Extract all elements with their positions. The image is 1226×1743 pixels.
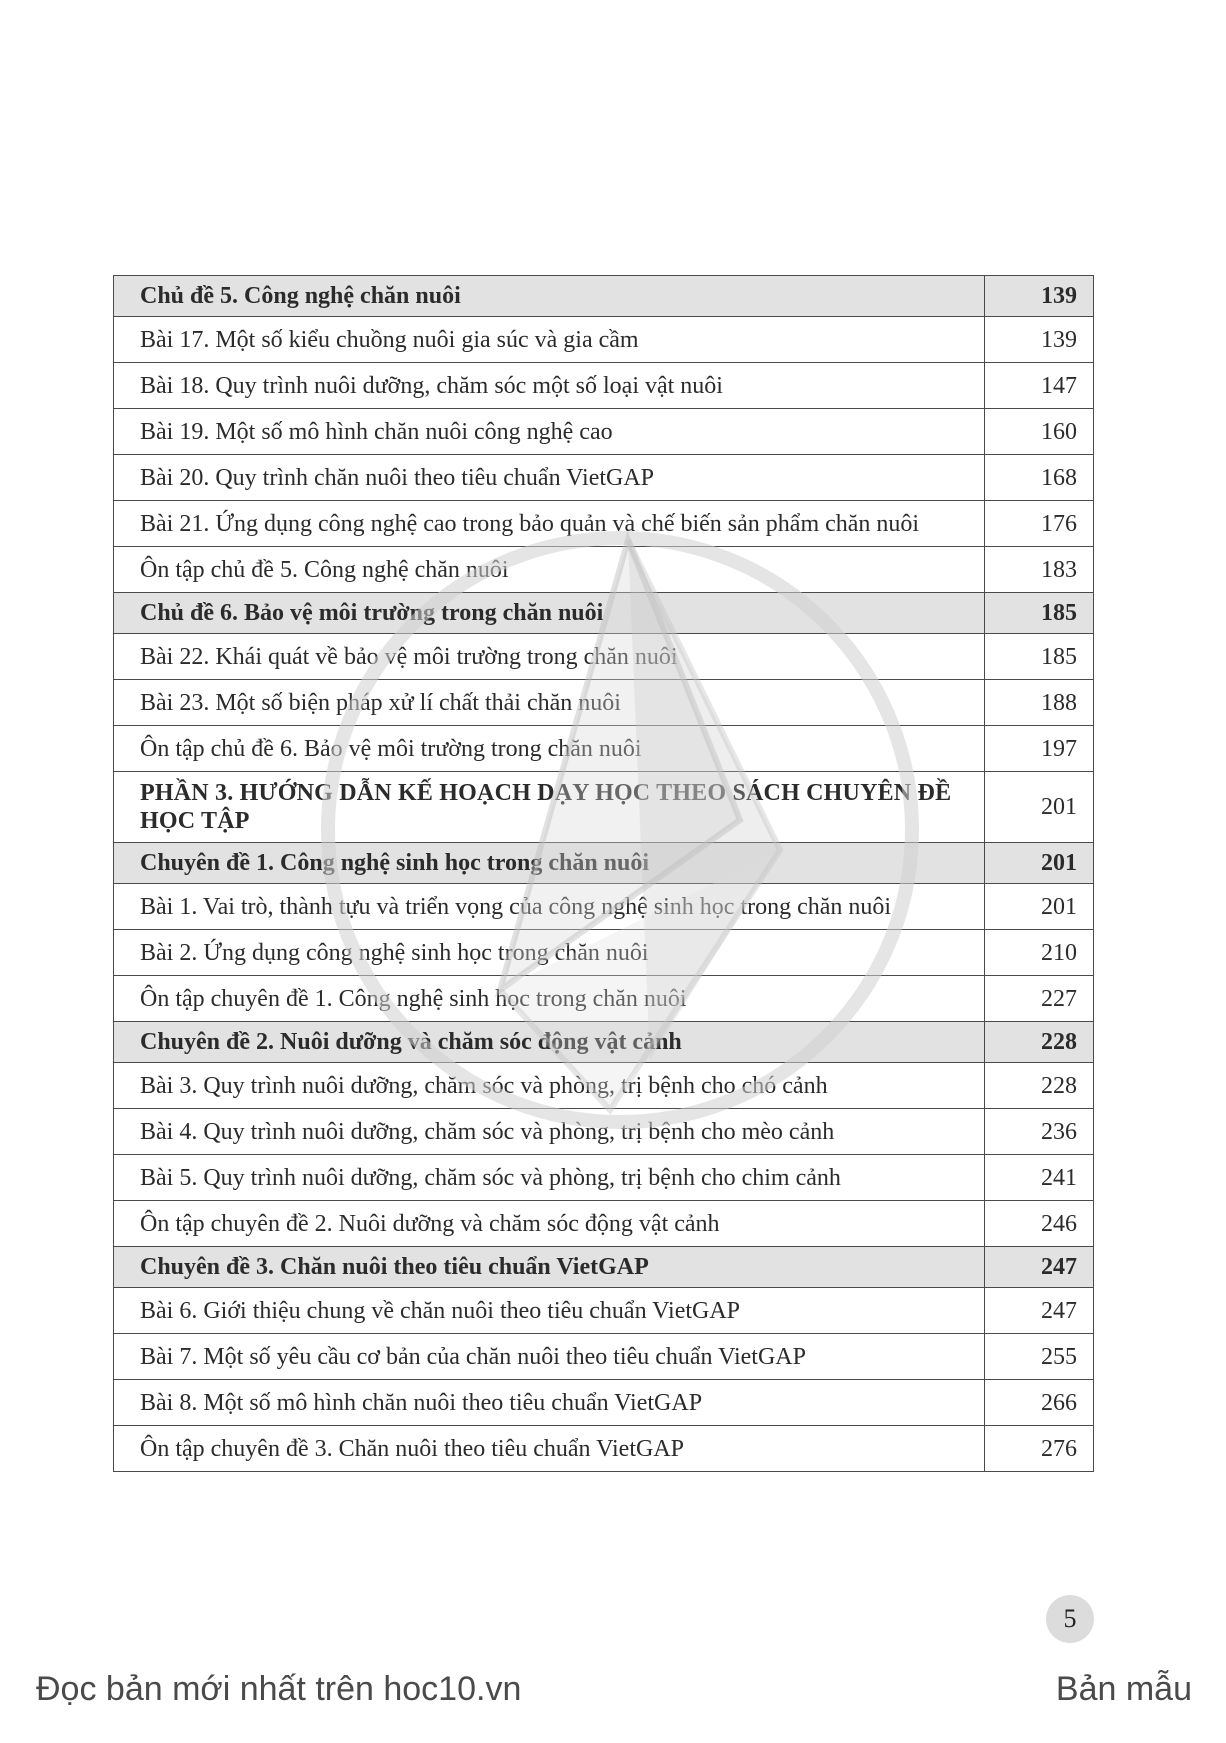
toc-row-lesson[interactable] (114, 1109, 1094, 1155)
toc-entry-page: 201 (985, 884, 1094, 930)
toc-entry-title: Bài 3. Quy trình nuôi dưỡng, chăm sóc và phòng, trị bệnh cho chó cảnh (114, 1063, 985, 1109)
toc-entry-page: 160 (985, 409, 1094, 455)
toc-entry-title: Bài 18. Quy trình nuôi dưỡng, chăm sóc một số loại vật nuôi (114, 363, 985, 409)
toc-row-lesson[interactable] (114, 1155, 1094, 1201)
toc-entry-title: Bài 8. Một số mô hình chăn nuôi theo tiêu chuẩn VietGAP (114, 1380, 985, 1426)
toc-entry-page: 228 (985, 1063, 1094, 1109)
toc-row-lesson[interactable] (114, 884, 1094, 930)
toc-entry-page: 185 (985, 634, 1094, 680)
toc-entry-title: Ôn tập chủ đề 5. Công nghệ chăn nuôi (114, 547, 985, 593)
toc-row-lesson[interactable] (114, 634, 1094, 680)
toc-entry-title: Chuyên đề 2. Nuôi dưỡng và chăm sóc động vật cảnh (114, 1022, 985, 1063)
toc-entry-title: Ôn tập chuyên đề 2. Nuôi dưỡng và chăm sóc động vật cảnh (114, 1201, 985, 1247)
table-of-contents (113, 275, 1094, 1472)
toc-row-lesson[interactable] (114, 1380, 1094, 1426)
toc-entry-page: 197 (985, 726, 1094, 772)
toc-entry-title: Chuyên đề 1. Công nghệ sinh học trong chăn nuôi (114, 843, 985, 884)
toc-row-lesson[interactable] (114, 1334, 1094, 1380)
toc-entry-page: 210 (985, 930, 1094, 976)
toc-entry-title: Chủ đề 5. Công nghệ chăn nuôi (114, 276, 985, 317)
toc-entry-page: 236 (985, 1109, 1094, 1155)
toc-body (114, 276, 1094, 1472)
toc-entry-title: Ôn tập chủ đề 6. Bảo vệ môi trường trong chăn nuôi (114, 726, 985, 772)
toc-entry-page: 183 (985, 547, 1094, 593)
toc-row-review[interactable] (114, 1201, 1094, 1247)
toc-entry-title: Chuyên đề 3. Chăn nuôi theo tiêu chuẩn VietGAP (114, 1247, 985, 1288)
toc-row-lesson[interactable] (114, 1288, 1094, 1334)
toc-row-part[interactable] (114, 772, 1094, 843)
toc-entry-title: Bài 19. Một số mô hình chăn nuôi công nghệ cao (114, 409, 985, 455)
toc-entry-title: Bài 1. Vai trò, thành tựu và triển vọng của công nghệ sinh học trong chăn nuôi (114, 884, 985, 930)
toc-entry-page: 276 (985, 1426, 1094, 1472)
toc-entry-title: Bài 6. Giới thiệu chung về chăn nuôi theo tiêu chuẩn VietGAP (114, 1288, 985, 1334)
toc-entry-title: Chủ đề 6. Bảo vệ môi trường trong chăn nuôi (114, 593, 985, 634)
toc-entry-page: 139 (985, 276, 1094, 317)
toc-entry-page: 241 (985, 1155, 1094, 1201)
footer-sample-label: Bản mẫu (1055, 1670, 1192, 1708)
toc-entry-page: 188 (985, 680, 1094, 726)
toc-entry-page: 168 (985, 455, 1094, 501)
toc-entry-page: 227 (985, 976, 1094, 1022)
toc-entry-page: 185 (985, 593, 1094, 634)
toc-entry-page: 201 (985, 843, 1094, 884)
toc-row-section[interactable] (114, 276, 1094, 317)
toc-entry-page: 246 (985, 1201, 1094, 1247)
toc-row-review[interactable] (114, 547, 1094, 593)
toc-row-section[interactable] (114, 843, 1094, 884)
toc-row-review[interactable] (114, 976, 1094, 1022)
toc-row-lesson[interactable] (114, 1063, 1094, 1109)
toc-entry-title: Bài 23. Một số biện pháp xử lí chất thải chăn nuôi (114, 680, 985, 726)
toc-entry-page: 266 (985, 1380, 1094, 1426)
toc-row-review[interactable] (114, 726, 1094, 772)
page-number-badge: 5 (1046, 1595, 1094, 1643)
toc-row-section[interactable] (114, 593, 1094, 634)
toc-entry-title: Bài 2. Ứng dụng công nghệ sinh học trong chăn nuôi (114, 930, 985, 976)
toc-entry-page: 247 (985, 1288, 1094, 1334)
toc-entry-title: Ôn tập chuyên đề 3. Chăn nuôi theo tiêu chuẩn VietGAP (114, 1426, 985, 1472)
toc-row-lesson[interactable] (114, 680, 1094, 726)
toc-row-lesson[interactable] (114, 317, 1094, 363)
toc-row-lesson[interactable] (114, 501, 1094, 547)
toc-entry-page: 247 (985, 1247, 1094, 1288)
toc-entry-title: Bài 22. Khái quát về bảo vệ môi trường trong chăn nuôi (114, 634, 985, 680)
toc-row-section[interactable] (114, 1022, 1094, 1063)
toc-row-section[interactable] (114, 1247, 1094, 1288)
toc-row-review[interactable] (114, 1426, 1094, 1472)
toc-entry-page: 255 (985, 1334, 1094, 1380)
toc-entry-title: Bài 17. Một số kiểu chuồng nuôi gia súc và gia cầm (114, 317, 985, 363)
footer-read-latest-link[interactable]: Đọc bản mới nhất trên hoc10.vn (36, 1670, 522, 1708)
toc-entry-title: Bài 7. Một số yêu cầu cơ bản của chăn nuôi theo tiêu chuẩn VietGAP (114, 1334, 985, 1380)
toc-entry-title: Ôn tập chuyên đề 1. Công nghệ sinh học trong chăn nuôi (114, 976, 985, 1022)
toc-entry-page: 201 (985, 772, 1094, 843)
toc-entry-title: Bài 4. Quy trình nuôi dưỡng, chăm sóc và phòng, trị bệnh cho mèo cảnh (114, 1109, 985, 1155)
toc-entry-page: 228 (985, 1022, 1094, 1063)
toc-entry-title: Bài 20. Quy trình chăn nuôi theo tiêu chuẩn VietGAP (114, 455, 985, 501)
toc-entry-page: 176 (985, 501, 1094, 547)
toc-entry-title: Bài 21. Ứng dụng công nghệ cao trong bảo quản và chế biến sản phẩm chăn nuôi (114, 501, 985, 547)
toc-entry-title: Bài 5. Quy trình nuôi dưỡng, chăm sóc và phòng, trị bệnh cho chim cảnh (114, 1155, 985, 1201)
toc-row-lesson[interactable] (114, 930, 1094, 976)
toc-row-lesson[interactable] (114, 409, 1094, 455)
toc-entry-title: PHẦN 3. HƯỚNG DẪN KẾ HOẠCH DẠY HỌC THEO SÁCH CHUYÊN ĐỀ HỌC TẬP (114, 772, 985, 843)
toc-entry-page: 147 (985, 363, 1094, 409)
toc-row-lesson[interactable] (114, 455, 1094, 501)
toc-row-lesson[interactable] (114, 363, 1094, 409)
toc-entry-page: 139 (985, 317, 1094, 363)
